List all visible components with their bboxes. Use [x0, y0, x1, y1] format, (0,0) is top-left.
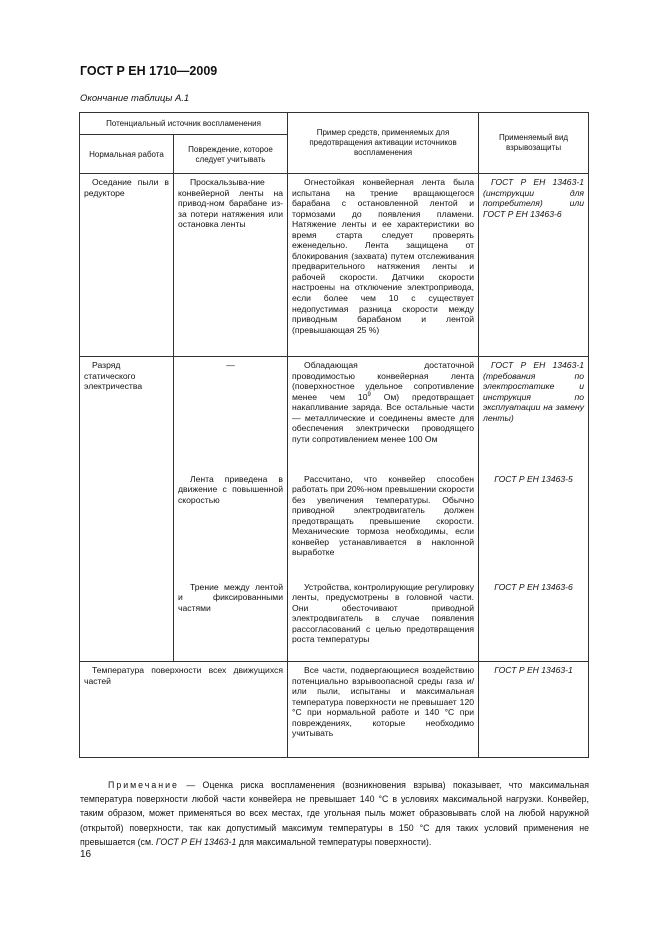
cell-means: Рассчитано, что конвейер способен работать при 20%-ном превышении скорости без увеличения температуры. Обычно приводной электродвигатель должен предотвращать превышение скорости. Механические тормоза необходимы, если конвейер устанавливается в наклонной выработке — [288, 471, 479, 579]
note-text: — Оценка риска воспламенения (возникновения взрыва) показывает, что максимальная температура поверхности любой части конвейера не превышает 140 °С в условиях максимальной нагрузки. Конвейер, таким образом, может применяться во всех местах, где угольная пыль может образовывать слой на любой наружной (открытой) поверхности, так как допустимый максимум температуры в 150 °С для таких условий применения не превышается (см. — [80, 780, 589, 847]
cell-means: Обладающая достаточной проводимостью конвейерная лента (поверхностное удельное сопротивление менее чем $10^9$ Ом) предотвращает накапливание заряда. Все остальные части — металлические и соединены вместе для обеспечения электрически проводящего пути сопротивлением менее 100 Ом — [288, 357, 479, 471]
cell-normal: Разряд статического электричества — [80, 357, 174, 662]
header-prevention-means: Пример средств, применяемых для предотвращения активации источников воспламенения — [288, 113, 479, 174]
cell-damage: Лента приведена в движение с повышенной скоростью — [174, 471, 288, 579]
cell-means: Устройства, контролирующие регулировку ленты, предусмотрены в головной части. Они обесточивают приводной электродвигатель в случае появления рассогласований с целью предотвращения роста температуры — [288, 579, 479, 662]
note-label: Примечание — [108, 780, 179, 790]
header-ignition-source: Потенциальный источник воспламенения — [80, 113, 288, 135]
cell-damage: Трение между лентой и фиксированными частями — [174, 579, 288, 662]
header-normal-operation: Нормальная работа — [80, 135, 174, 174]
cell-protection-type: ГОСТ Р ЕН 13463-1 — [479, 662, 589, 758]
cell-protection-type: ГОСТ Р ЕН 13463-1 (требования по электростатике и инструкция по эксплуатации на замену ленты) — [479, 357, 589, 471]
table-continuation-caption: Окончание таблицы А.1 — [80, 93, 190, 104]
note-reference: ГОСТ Р ЕН 13463-1 — [155, 836, 237, 847]
cell-normal: Температура поверхности всех движущихся частей — [80, 662, 288, 758]
cell-means: Все части, подвергающиеся воздействию потенциально взрывоопасной среды газа и/или пыли, испытаны и максимальная температура поверхности не превышает 120 °С при нормальной работе и 140 °С при повреждениях, которые необходимо учитывать — [288, 662, 479, 758]
table-row — [80, 357, 589, 471]
cell-normal: Оседание пыли в редукторе — [80, 174, 174, 357]
page-number: 16 — [80, 849, 92, 860]
cell-protection-type: ГОСТ Р ЕН 13463-5 — [479, 471, 589, 579]
cell-damage: — — [174, 357, 288, 471]
cell-means: Огнестойкая конвейерная лента была испытана на трение вращающегося барабана с остановленной лентой и тормозами до появления пламени. Натяжение ленты и ее характеристики во время старта следует проверять еженедельно. Лента защищена от блокирования (захвата) путем отслеживания предварительного натяжения ленты и рабочей скорости. Датчики скорости настроены на отключение электропривода, если более чем 10 с существует недопустимая разница скорости между приводным барабаном и лентой (превышающая 25 %) — [288, 174, 479, 357]
header-protection-type: Применяемый вид взрывозащиты — [479, 113, 589, 174]
cell-damage: Проскальзыва-ние конвейерной ленты на привод-ном барабане из-за потери натяжения или остановка ленты — [174, 174, 288, 357]
table-row — [80, 174, 589, 357]
cell-protection-type: ГОСТ Р ЕН 13463-6 — [479, 579, 589, 662]
cell-protection-type: ГОСТ Р ЕН 13463-1 (инструкции для потребителя) или ГОСТ Р ЕН 13463-6 — [479, 174, 589, 357]
ignition-sources-table — [79, 112, 589, 758]
document-header: ГОСТ Р ЕН 1710—2009 — [80, 64, 218, 78]
table-row — [80, 662, 589, 758]
header-damage: Повреждение, которое следует учитывать — [174, 135, 288, 174]
table-note — [80, 778, 589, 849]
note-text-end: для максимальной температуры поверхности). — [236, 836, 432, 847]
